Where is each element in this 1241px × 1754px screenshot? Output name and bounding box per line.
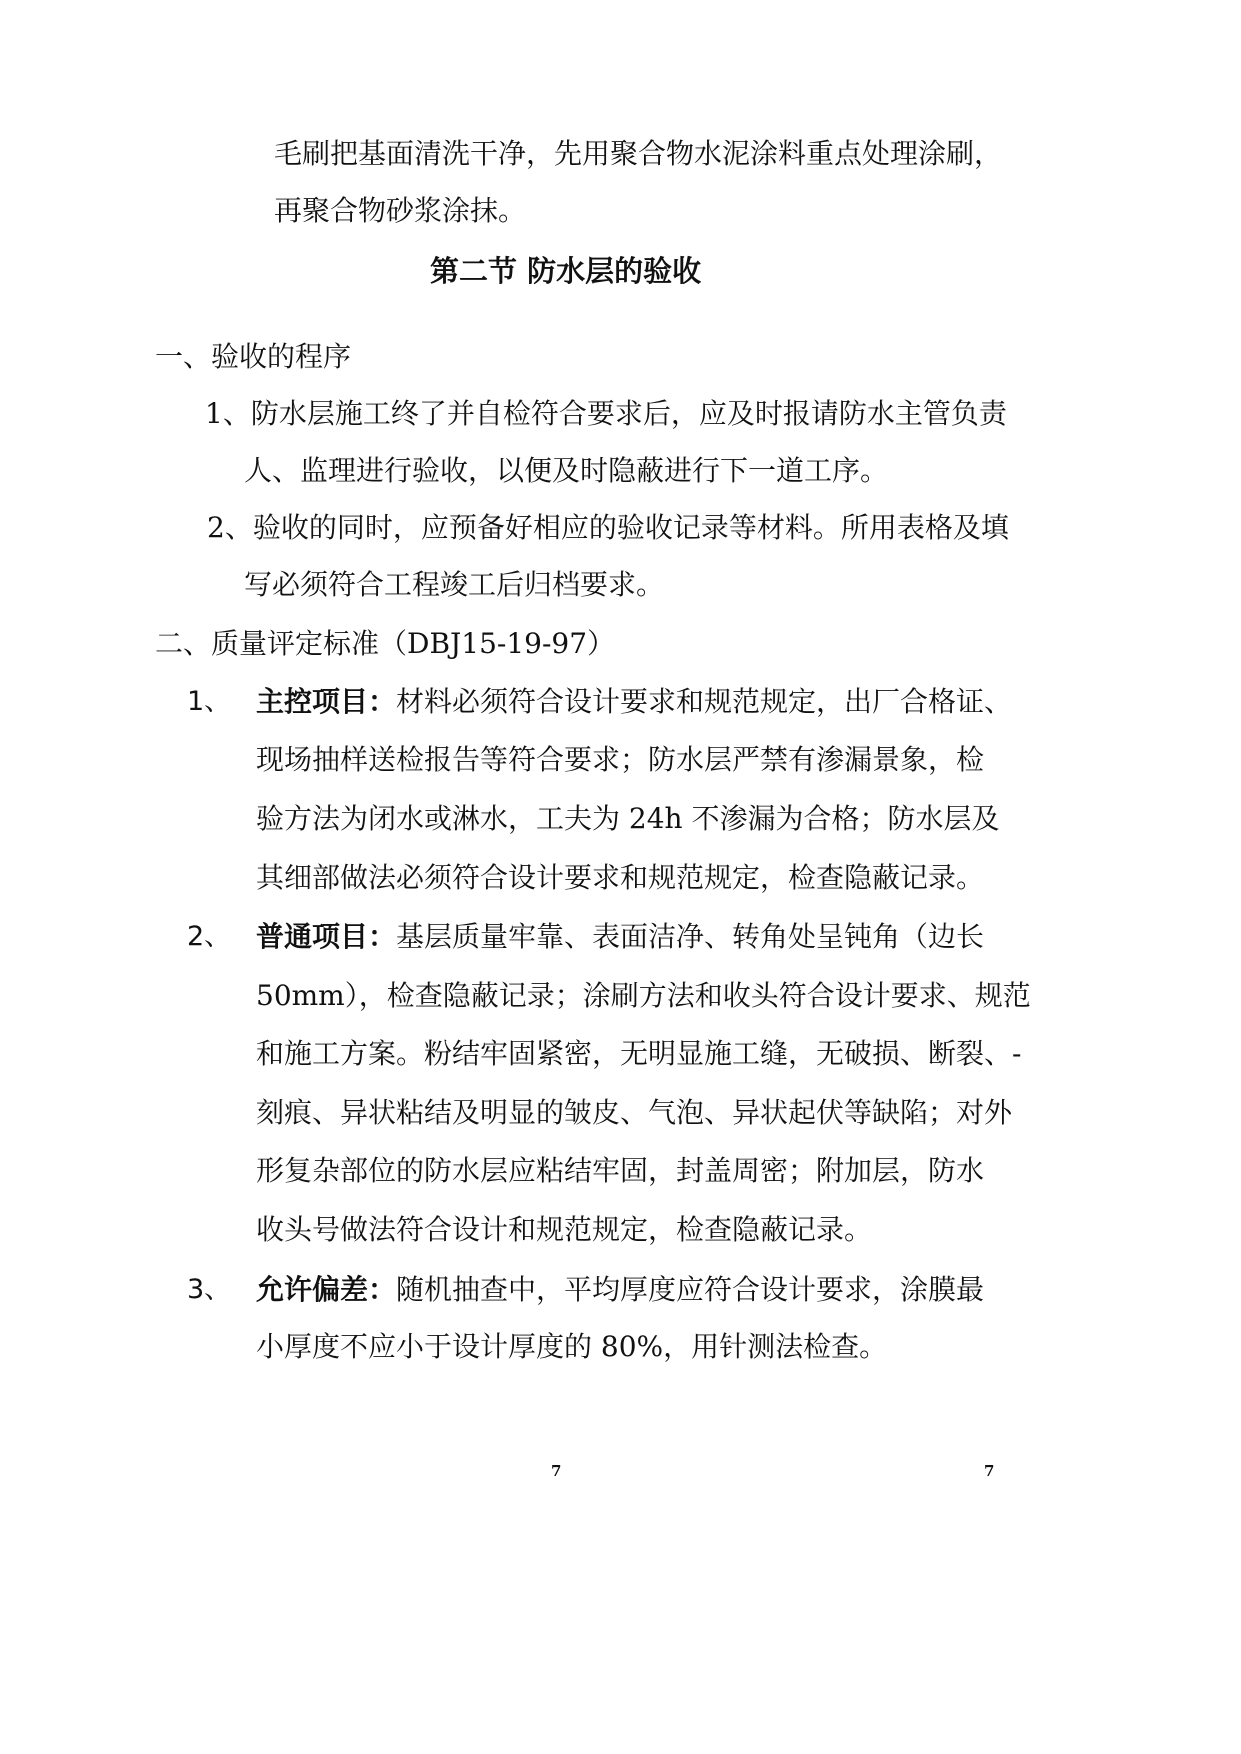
part2-item3-first-text: 随机抽查中，平均厚度应符合设计要求，涂膜最 [396,1273,985,1306]
part2-item3-number: 3、 [187,1274,232,1305]
part2-item3-line2: 小厚度不应小于设计厚度的 80%，用针测法检查。 [256,1330,888,1363]
part2-item1-line2: 现场抽样送检报告等符合要求；防水层严禁有渗漏景象，检 [256,743,985,776]
part2-item1-number: 1、 [187,686,232,717]
page-number-center: 7 [551,1462,562,1480]
part1-heading: 一、验收的程序 [155,340,352,373]
page-number-right: 7 [984,1462,995,1480]
intro-line-2: 再聚合物砂浆涂抹。 [274,194,527,227]
part2-item1-label: 主控项目： [256,685,397,718]
part2-item3-label: 允许偏差： [256,1273,397,1306]
part2-item2-number: 2、 [187,921,232,952]
part2-item2-line1 [256,920,985,953]
part2-heading: 二、质量评定标准（DBJ15-19-97） [155,627,616,660]
part1-item1-line2: 人、监理进行验收，以便及时隐蔽进行下一道工序。 [244,454,889,487]
part1-item2-line2: 写必须符合工程竣工后归档要求。 [244,568,665,601]
part2-item1-line3: 验方法为闭水或淋水，工夫为 24h 不渗漏为合格；防水层及 [256,802,1000,835]
part2-item2-line2: 50mm），检查隐蔽记录；涂刷方法和收头符合设计要求、规范 [256,979,1031,1012]
part2-item3-line1 [256,1273,985,1306]
part2-item2-first-text: 基层质量牢靠、表面洁净、转角处呈钝角（边长 [396,920,985,953]
part2-item1-line1 [256,685,1013,718]
intro-line-1: 毛刷把基面清洗干净，先用聚合物水泥涂料重点处理涂刷， [274,137,1003,170]
part2-item2-label: 普通项目： [256,920,397,953]
part1-item1-line1: 1、防水层施工终了并自检符合要求后，应及时报请防水主管负责 [205,397,1007,430]
part2-item1-line4: 其细部做法必须符合设计要求和规范规定，检查隐蔽记录。 [256,861,985,894]
part2-item2-line5: 形复杂部位的防水层应粘结牢固，封盖周密；附加层，防水 [256,1154,985,1187]
part2-item2-line3: 和施工方案。粉结牢固紧密，无明显施工缝，无破损、断裂、- [256,1037,1022,1070]
part1-item2-line1: 2、验收的同时，应预备好相应的验收记录等材料。所用表格及填 [207,511,1009,544]
part2-item1-first-text: 材料必须符合设计要求和规范规定，出厂合格证、 [396,685,1013,718]
part2-item2-line4: 刻痕、异状粘结及明显的皱皮、气泡、异状起伏等缺陷；对外 [256,1096,1013,1129]
part2-item2-line6: 收头号做法符合设计和规范规定，检查隐蔽记录。 [256,1213,873,1246]
section-title: 第二节 防水层的验收 [430,254,702,288]
